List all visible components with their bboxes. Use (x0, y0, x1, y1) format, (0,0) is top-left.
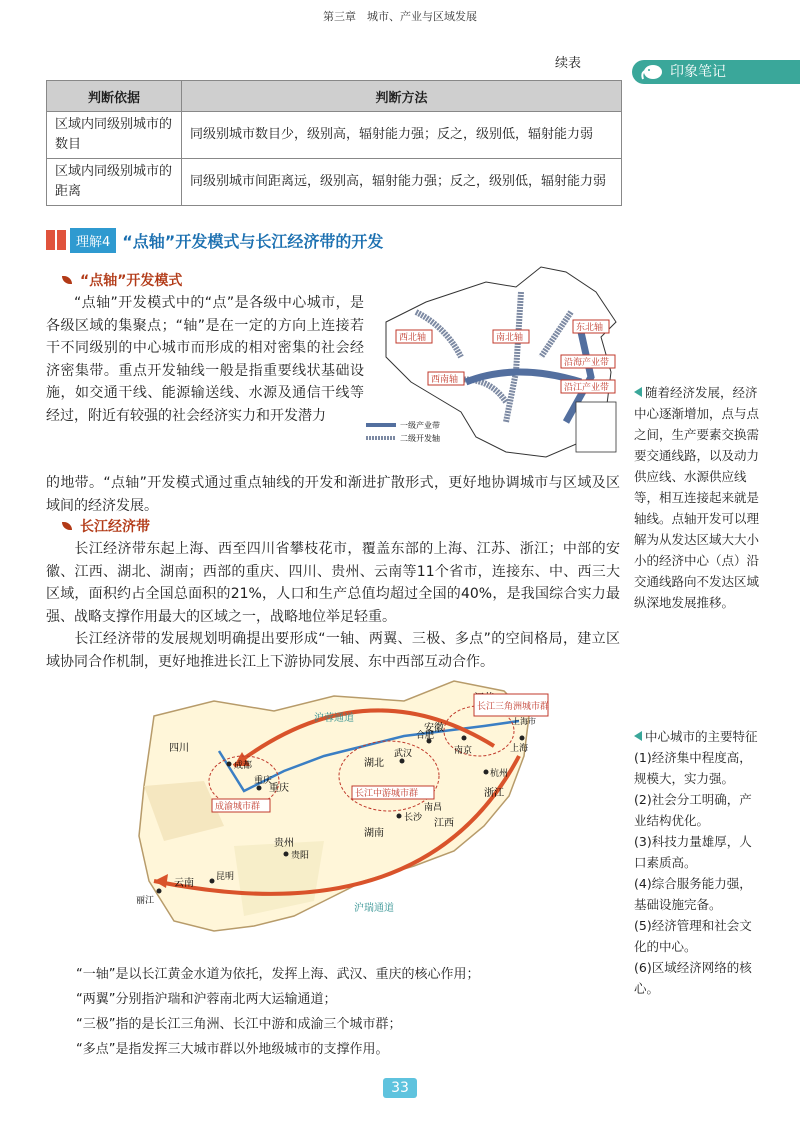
map-province: 云南 (174, 878, 194, 889)
bottom-notes (76, 962, 479, 1062)
map-province: 重庆 (269, 783, 289, 794)
map-city: 贵阳 (291, 851, 310, 861)
side-note (634, 382, 760, 613)
subheading (62, 270, 182, 290)
map-province: 湖北 (364, 758, 384, 769)
paragraph (46, 292, 364, 427)
note-tab (632, 60, 800, 84)
map-city: 重庆 (254, 776, 273, 786)
map-province: 四川 (169, 743, 189, 754)
map-province: 江西 (434, 818, 454, 829)
map-province: 贵州 (274, 838, 294, 849)
subheading-text: “点轴”开发模式 (80, 273, 183, 289)
table-cell: 同级别城市间距离远，级别高，辐射能力强；反之，级别低，辐射能力弱 (182, 159, 622, 206)
chapter-header: 第三章 城市、产业与区域发展 (323, 10, 477, 23)
map-province: 浙江 (484, 788, 504, 799)
section-tag: 理解4 (70, 228, 116, 253)
table-header: 判断方法 (182, 81, 622, 112)
yangtze-belt-map (124, 676, 554, 956)
side-note-text: 随着经济发展，经济中心逐渐增加，点与点之间，生产要素交换需要交通线路，以及动力供应线、水源供应线等，相互连接起来就是轴线。点轴开发可以理解为从发达区域大大小小的经济中心（点）沿交通线路向不发达区域纵深地发展推移。 (634, 385, 760, 610)
list-item: (3)科技力量雄厚，人口素质高。 (634, 834, 752, 870)
map-city: 武汉 (394, 749, 413, 759)
cluster-label: 成渝城市群 (215, 802, 261, 812)
note-line: “两翼”分别指沪瑞和沪蓉南北两大运输通道； (76, 992, 337, 1007)
paragraph-text: 的地带。“点轴”开发模式通过重点轴线的开发和渐进扩散形式，更好地协调城市与区域及区域间的经济发展。 (46, 475, 620, 514)
legend-label: 二级开发轴 (400, 434, 440, 443)
paragraph (46, 472, 620, 517)
paragraph-text: “点轴”开发模式中的“点”是各级中心城市，是各级区域的集聚点；“轴”是在一定的方向上连接若干不同级别的中心城市而形成的相对密集的社会经济密集带。重点开发轴线一般是指重要线状基础设施，如交通干线、能源输送线、水源及通信干线等经过，附近有较强的社会经济实力和开发潜力 (46, 295, 364, 424)
section-heading (46, 227, 383, 253)
note-tab-label: 印象笔记 (670, 64, 726, 80)
table-cell: 区域内同级别城市的数目 (47, 112, 182, 159)
note-line: “一轴”是以长江黄金水道为依托，发挥上海、武汉、重庆的核心作用； (76, 967, 480, 982)
map-province: 湖南 (364, 828, 384, 839)
list-item: (4)综合服务能力强，基础设施完备。 (634, 876, 752, 912)
map-city: 长沙 (404, 813, 423, 823)
map-city: 成都 (234, 761, 253, 771)
criteria-table (46, 80, 622, 206)
map-city: 昆明 (216, 872, 235, 882)
point-axis-map (366, 262, 626, 467)
table-cell: 同级别城市数目少，级别高，辐射能力强；反之，级别低，辐射能力弱 (182, 112, 622, 159)
table-row (47, 112, 622, 159)
map-city: 南京 (454, 746, 473, 756)
triangle-icon (634, 387, 642, 397)
list-item: (6)区域经济网络的核心。 (634, 960, 752, 996)
map-label: 沿海产业带 (564, 358, 610, 368)
subheading-text: 长江经济带 (80, 519, 150, 535)
triangle-icon (634, 731, 642, 741)
table-header-row (47, 81, 622, 112)
paragraph (46, 628, 620, 673)
paragraph-text: 长江经济带东起上海、西至四川省攀枝花市，覆盖东部的上海、江苏、浙江；中部的安徽、江西、湖北、湖南；西部的重庆、四川、贵州、云南等11个省市，连接东、中、西三大区域，面积约占全国总面积的21%，人口和生产总值均超过全国的40%，是我国综合实力最强、战略支撑作用最大的区域之一，战略地位举足轻重。 (46, 541, 620, 625)
elephant-icon (640, 63, 664, 81)
continued-label: 续表 (555, 56, 582, 71)
map-city: 上海市 (512, 717, 536, 726)
table-header: 判断依据 (47, 81, 182, 112)
map-city: 杭州 (490, 769, 509, 779)
map-label: 西南轴 (431, 375, 459, 385)
legend-label: 一级产业带 (400, 421, 440, 430)
list-item: (2)社会分工明确，产业结构优化。 (634, 792, 752, 828)
table-row (47, 159, 622, 206)
map-city: 上海 (510, 744, 529, 754)
leaf-icon (62, 522, 72, 530)
corridor-label: 沪蓉通道 (314, 713, 354, 724)
paragraph-text: 长江经济带的发展规划明确提出要形成“一轴、两翼、三极、多点”的空间格局，建立区域协同合作机制，更好地推进长江上下游协同发展、东中西部互动合作。 (46, 631, 620, 670)
corridor-label: 沪瑞通道 (354, 903, 394, 914)
list-item: (1)经济集中程度高，规模大，实力强。 (634, 750, 752, 786)
subheading (62, 516, 150, 536)
paragraph (46, 538, 620, 628)
note-line: “多点”是指发挥三大城市群以外地级城市的支撑作用。 (76, 1042, 389, 1057)
map-city: 丽江 (136, 896, 155, 906)
cluster-label: 长江中游城市群 (355, 789, 419, 799)
map-label: 南北轴 (496, 333, 524, 343)
map-province: 安徽 (424, 723, 444, 734)
table-cell: 区域内同级别城市的距离 (47, 159, 182, 206)
map-city: 合肥 (416, 731, 435, 741)
note-line: “三极”指的是长江三角洲、长江中游和成渝三个城市群； (76, 1017, 402, 1032)
leaf-icon (62, 276, 72, 284)
side-note-features (634, 726, 760, 999)
map-city: 南昌 (424, 803, 443, 813)
map-label: 沿江产业带 (564, 383, 610, 393)
book-icon (46, 230, 66, 250)
section-title: “点轴”开发模式与长江经济带的开发 (122, 231, 384, 251)
page-number: 33 (383, 1078, 417, 1098)
cluster-label: 长江三角洲城市群 (477, 702, 550, 712)
list-item: (5)经济管理和社会文化的中心。 (634, 918, 752, 954)
map-label: 西北轴 (399, 333, 427, 343)
map-label: 东北轴 (576, 323, 604, 333)
side-note-title: 中心城市的主要特征 (645, 729, 758, 744)
